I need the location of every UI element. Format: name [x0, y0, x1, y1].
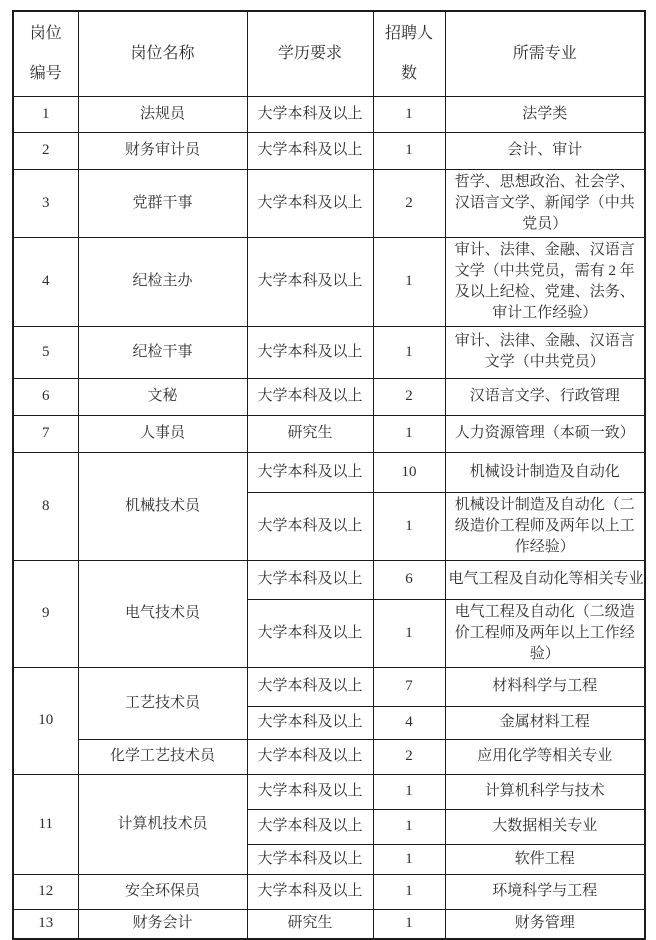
table-row [13, 326, 645, 378]
cell-count: 1 [373, 874, 445, 909]
cell-major: 电气工程及自动化等相关专业 [445, 560, 645, 599]
cell-position-number: 8 [13, 452, 78, 560]
cell-education: 大学本科及以上 [247, 809, 373, 844]
cell-position-name: 电气技术员 [78, 560, 247, 667]
cell-education: 大学本科及以上 [247, 492, 373, 560]
cell-major: 材料科学与工程 [445, 667, 645, 706]
header-position-number [13, 11, 78, 96]
table-row [13, 169, 645, 237]
header-education: 学历要求 [247, 11, 373, 96]
cell-education: 大学本科及以上 [247, 378, 373, 415]
header-row [13, 11, 645, 96]
cell-position-number: 12 [13, 874, 78, 909]
cell-position-name: 纪检干事 [78, 326, 247, 378]
cell-education: 大学本科及以上 [247, 132, 373, 169]
cell-position-name: 安全环保员 [78, 874, 247, 909]
cell-education: 大学本科及以上 [247, 452, 373, 492]
table-row [13, 452, 645, 492]
cell-major: 机械设计制造及自动化（二级造价工程师及两年以上工作经验） [445, 492, 645, 560]
cell-major: 环境科学与工程 [445, 874, 645, 909]
cell-education: 大学本科及以上 [247, 706, 373, 739]
cell-position-number: 9 [13, 560, 78, 667]
cell-count: 1 [373, 132, 445, 169]
cell-education: 大学本科及以上 [247, 560, 373, 599]
cell-position-number: 7 [13, 415, 78, 452]
table-row [13, 739, 645, 774]
cell-education: 大学本科及以上 [247, 599, 373, 667]
cell-major: 会计、审计 [445, 132, 645, 169]
cell-count: 1 [373, 492, 445, 560]
cell-position-name: 工艺技术员 [78, 667, 247, 739]
cell-count: 1 [373, 96, 445, 132]
cell-major: 审计、法律、金融、汉语言文学（中共党员） [445, 326, 645, 378]
cell-count: 1 [373, 809, 445, 844]
cell-count: 1 [373, 326, 445, 378]
table-row [13, 909, 645, 939]
cell-position-number: 5 [13, 326, 78, 378]
cell-major: 电气工程及自动化（二级造价工程师及两年以上工作经验） [445, 599, 645, 667]
cell-position-name: 机械技术员 [78, 452, 247, 560]
cell-major: 法学类 [445, 96, 645, 132]
cell-education: 大学本科及以上 [247, 874, 373, 909]
cell-position-name: 财务会计 [78, 909, 247, 939]
table-row [13, 560, 645, 599]
table-row [13, 667, 645, 706]
cell-education: 大学本科及以上 [247, 237, 373, 326]
cell-count: 1 [373, 844, 445, 874]
header-position-number-line1: 岗位 [29, 24, 62, 42]
recruitment-table [12, 10, 646, 940]
cell-major: 财务管理 [445, 909, 645, 939]
table-row [13, 774, 645, 809]
cell-major: 汉语言文学、行政管理 [445, 378, 645, 415]
cell-position-name: 法规员 [78, 96, 247, 132]
cell-position-number: 3 [13, 169, 78, 237]
cell-position-number: 13 [13, 909, 78, 939]
cell-position-name: 化学工艺技术员 [78, 739, 247, 774]
cell-major: 软件工程 [445, 844, 645, 874]
table-row [13, 415, 645, 452]
cell-education: 大学本科及以上 [247, 169, 373, 237]
cell-major: 金属材料工程 [445, 706, 645, 739]
cell-major: 哲学、思想政治、社会学、汉语言文学、新闻学（中共党员） [445, 169, 645, 237]
cell-count: 6 [373, 560, 445, 599]
cell-position-number: 1 [13, 96, 78, 132]
cell-position-name: 计算机技术员 [78, 774, 247, 874]
header-count-line2: 数 [400, 64, 417, 82]
cell-major: 机械设计制造及自动化 [445, 452, 645, 492]
header-position-number-line2: 编号 [29, 64, 62, 82]
header-position-name: 岗位名称 [78, 11, 247, 96]
cell-count: 2 [373, 378, 445, 415]
cell-major: 应用化学等相关专业 [445, 739, 645, 774]
cell-education: 大学本科及以上 [247, 96, 373, 132]
cell-count: 1 [373, 415, 445, 452]
cell-position-name: 文秘 [78, 378, 247, 415]
cell-count: 2 [373, 169, 445, 237]
cell-count: 1 [373, 599, 445, 667]
cell-position-number: 6 [13, 378, 78, 415]
table-row [13, 874, 645, 909]
cell-count: 1 [373, 909, 445, 939]
cell-count: 1 [373, 774, 445, 809]
cell-education: 大学本科及以上 [247, 739, 373, 774]
cell-position-name: 财务审计员 [78, 132, 247, 169]
cell-count: 10 [373, 452, 445, 492]
cell-position-number: 11 [13, 774, 78, 874]
cell-position-number: 4 [13, 237, 78, 326]
cell-position-number: 2 [13, 132, 78, 169]
cell-position-name: 人事员 [78, 415, 247, 452]
cell-count: 7 [373, 667, 445, 706]
table-row [13, 378, 645, 415]
cell-position-number: 10 [13, 667, 78, 774]
cell-education: 大学本科及以上 [247, 667, 373, 706]
cell-count: 2 [373, 739, 445, 774]
cell-position-name: 党群干事 [78, 169, 247, 237]
cell-major: 计算机科学与技术 [445, 774, 645, 809]
header-count-line1: 招聘人 [384, 24, 433, 42]
cell-position-name: 纪检主办 [78, 237, 247, 326]
cell-education: 大学本科及以上 [247, 326, 373, 378]
table-row [13, 237, 645, 326]
table-row [13, 96, 645, 132]
cell-major: 人力资源管理（本硕一致） [445, 415, 645, 452]
header-count [373, 11, 445, 96]
cell-major: 审计、法律、金融、汉语言文学（中共党员，需有 2 年及以上纪检、党建、法务、审计工作经验） [445, 237, 645, 326]
cell-education: 研究生 [247, 415, 373, 452]
cell-major: 大数据相关专业 [445, 809, 645, 844]
cell-count: 1 [373, 237, 445, 326]
cell-count: 4 [373, 706, 445, 739]
table-row [13, 132, 645, 169]
cell-education: 大学本科及以上 [247, 844, 373, 874]
header-major: 所需专业 [445, 11, 645, 96]
cell-education: 大学本科及以上 [247, 774, 373, 809]
cell-education: 研究生 [247, 909, 373, 939]
